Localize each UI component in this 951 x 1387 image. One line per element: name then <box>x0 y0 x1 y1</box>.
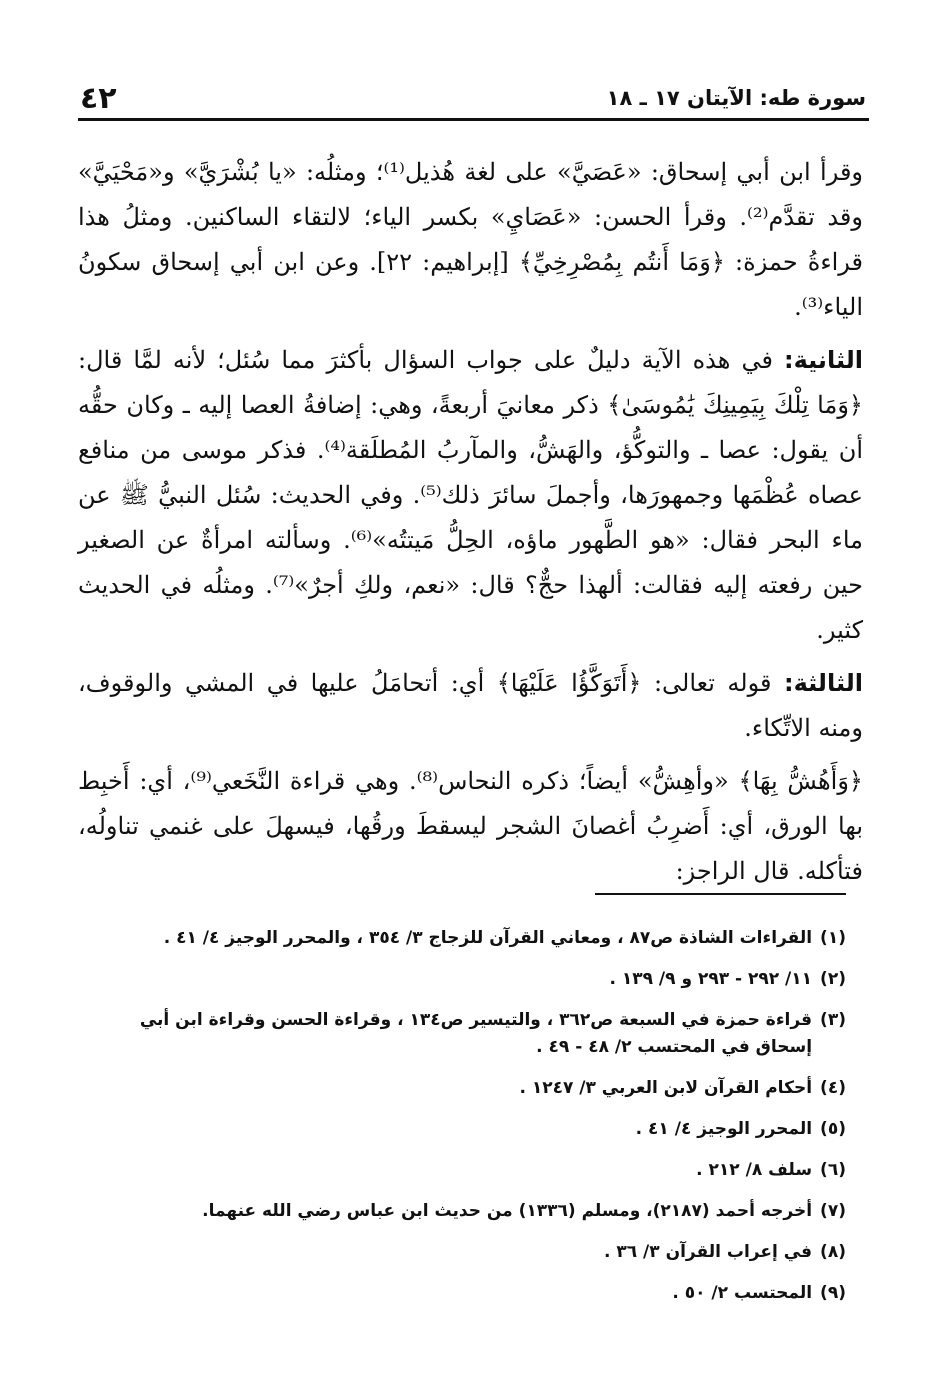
footnote-text: أحكام القرآن لابن العربي ٣/ ١٢٤٧ . <box>519 1078 813 1098</box>
footnote-number: (٨) <box>820 1242 846 1262</box>
running-title: سورة طه: الآيتان ١٧ ـ ١٨ <box>606 86 866 110</box>
footnote-number: (٥) <box>820 1119 846 1139</box>
footnote <box>78 1198 846 1225</box>
paragraph-label: الثالثة: <box>783 669 863 697</box>
footnote <box>78 1075 846 1102</box>
footnote <box>78 1007 846 1061</box>
footnote-number: (٦) <box>820 1160 846 1180</box>
footnote <box>78 1116 846 1143</box>
paragraph-text: ﴿وَأَهُشُّ بِهَا﴾ «وأهِشُّ» أيضاً؛ ذكره النحاس⁽⁸⁾. وهي قراءة النَّخَعي⁽⁹⁾، أي: أَخبِط بها الورق، أي: أَضرِبُ أغصانَ الشجر ليسقطَ ورقُها، فيسهلَ على غنمي تناولُه، فتأكله. قال الراجز: <box>78 767 863 885</box>
footnote <box>78 1280 846 1307</box>
paragraph <box>78 759 863 894</box>
footnote-number: (٩) <box>820 1283 846 1303</box>
paragraph <box>78 661 863 751</box>
page-header <box>80 78 866 118</box>
footnote-number: (١) <box>820 928 846 948</box>
paragraph-text: في هذه الآية دليلٌ على جواب السؤال بأكثرَ مما سُئل؛ لأنه لمَّا قال: ﴿وَمَا تِلْكَ بِيَمِينِكَ يَٰمُوسَىٰ﴾ ذكر معانيَ أربعةً، وهي: إضافةُ العصا إليه ـ وكان حقُّه أن يقول: عصا ـ والتوكُّؤ، والهَشُّ، والمآربُ المُطلَقة⁽⁴⁾. فذكر موسى من منافع عصاه عُظْمَها وجمهورَها، وأجملَ سائرَ ذلك⁽⁵⁾. وفي الحديث: سُئل النبيُّ ﷺ عن ماء البحر فقال: «هو الطَّهور ماؤه، الحِلُّ مَيتتُه»⁽⁶⁾. وسألته امرأةٌ عن الصغير حين رفعته إليه فقالت: ألهذا حجٌّ؟ قال: «نعم، ولكِ أجرٌ»⁽⁷⁾. ومثلُه في الحديث كثير. <box>78 346 864 644</box>
footnote-text: ١١/ ٢٩٢ - ٢٩٣ و ٩/ ١٣٩ . <box>609 969 813 989</box>
footnote-separator <box>595 893 846 895</box>
footnote-text: قراءة حمزة في السبعة ص٣٦٢ ، والتيسير ص١٣٤ ، وقراءة الحسن وقراءة ابن أبي إسحاق في المحتسب ٢/ ٤٨ - ٤٩ . <box>139 1010 813 1057</box>
paragraph-text: قوله تعالى: ﴿أَتَوَكَّؤُا عَلَيْهَا﴾ أي: أتحامَلُ عليها في المشي والوقوف، ومنه الاتِّكاء. <box>78 669 863 742</box>
footnote <box>78 966 846 993</box>
footnote-text: المحرر الوجيز ٤/ ٤١ . <box>635 1119 813 1139</box>
footnote-text: أخرجه أحمد (٢١٨٧)، ومسلم (١٣٣٦) من حديث ابن عباس رضي الله عنهما. <box>202 1201 813 1221</box>
paragraph <box>78 338 863 653</box>
paragraph-label: الثانية: <box>783 346 863 374</box>
footnote-text: في إعراب القرآن ٣/ ٣٦ . <box>603 1242 813 1262</box>
paragraph-text: وقرأ ابن أبي إسحاق: «عَصَيَّ» على لغة هُذيل⁽¹⁾؛ ومثلُه: «يا بُشْرَيَّ» و«مَحْيَيَّ» وقد تقدَّم⁽²⁾. وقرأ الحسن: «عَصَايِ» بكسر الياء؛ لالتقاء الساكنين. ومثلُ هذا قراءةُ حمزة: ﴿وَمَا أَنتُم بِمُصْرِخِيِّ﴾ [إبراهيم: ٢٢]. وعن ابن أبي إسحاق سكونُ الياء⁽³⁾. <box>78 158 864 321</box>
footnotes <box>78 925 846 1321</box>
footnote-text: القراءات الشاذة ص٨٧ ، ومعاني القرآن للزجاج ٣/ ٣٥٤ ، والمحرر الوجيز ٤/ ٤١ . <box>163 928 813 948</box>
page-number: ٤٢ <box>80 80 117 116</box>
footnote-number: (٢) <box>820 969 846 989</box>
footnote-number: (٧) <box>820 1201 846 1221</box>
footnote <box>78 925 846 952</box>
paragraph <box>78 150 863 330</box>
footnote-number: (٣) <box>820 1010 846 1030</box>
main-text <box>78 150 863 902</box>
footnote <box>78 1157 846 1184</box>
footnote-text: سلف ٨/ ٢١٢ . <box>696 1160 813 1180</box>
footnote <box>78 1239 846 1266</box>
footnote-text: المحتسب ٢/ ٥٠ . <box>672 1283 813 1303</box>
header-rule <box>78 118 869 121</box>
footnote-number: (٤) <box>820 1078 846 1098</box>
